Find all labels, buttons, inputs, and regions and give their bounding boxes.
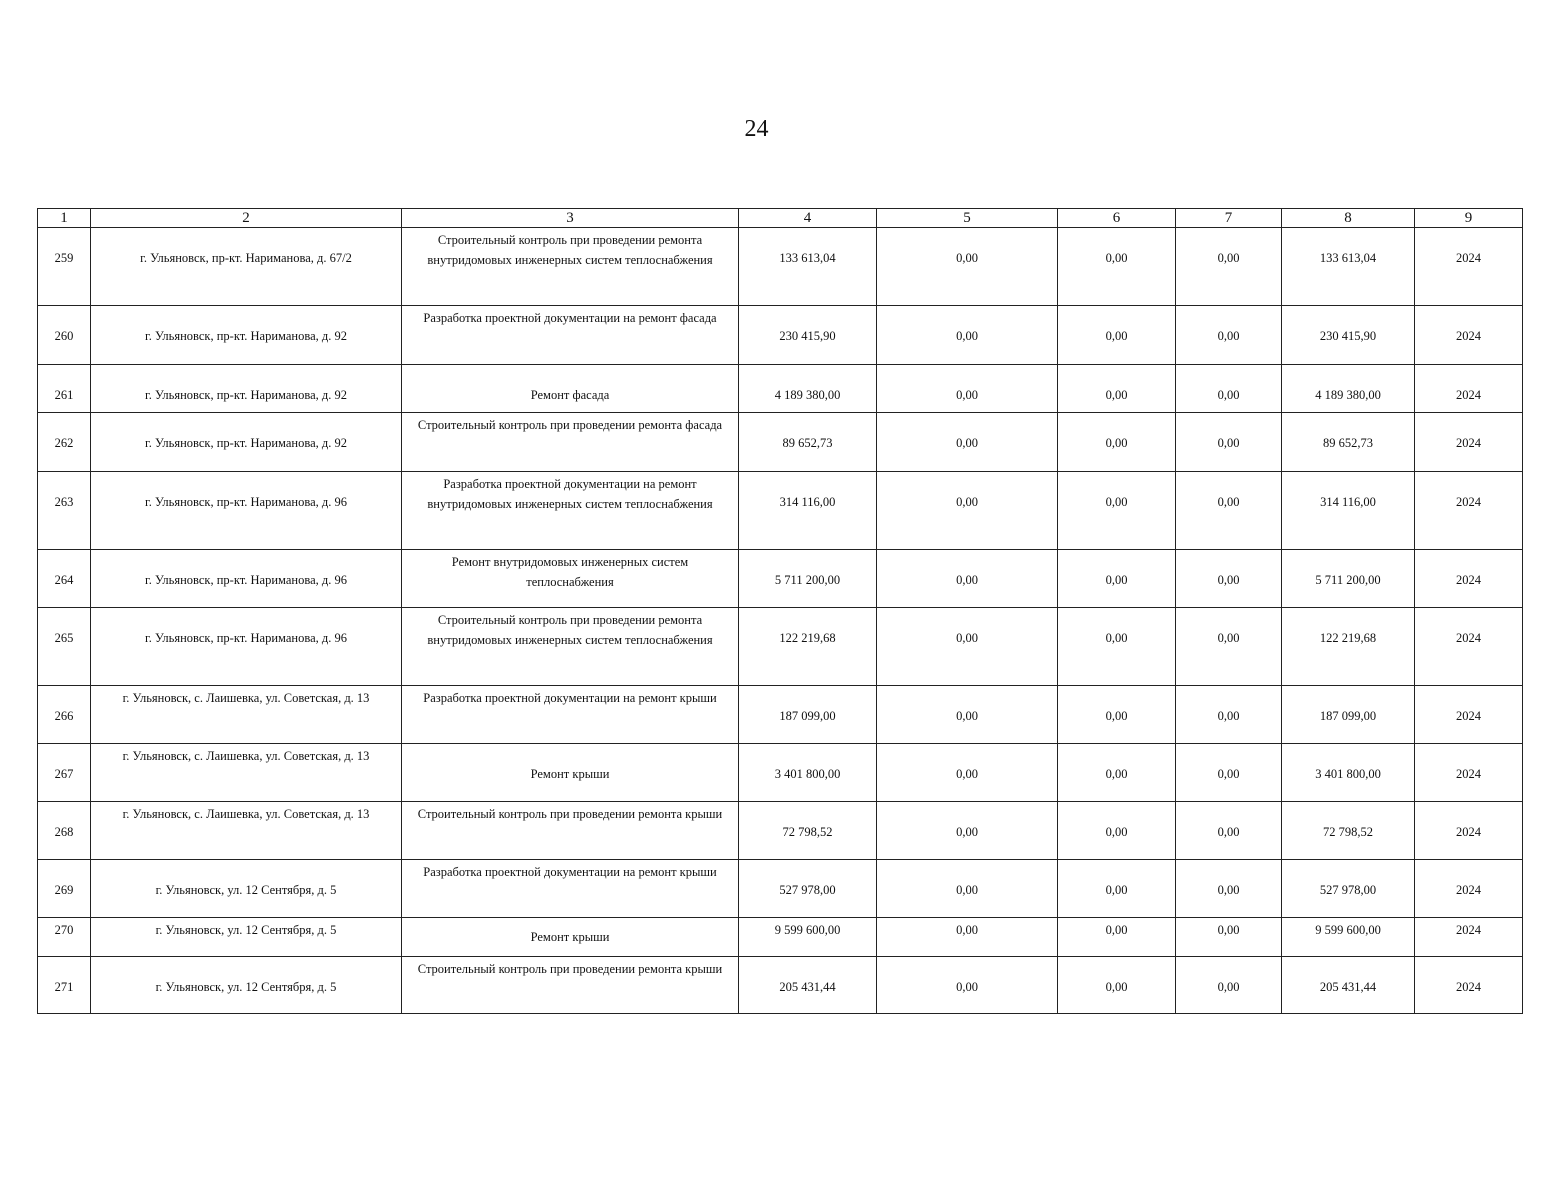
total-cost-cell: 5 711 200,00 — [739, 550, 877, 608]
value-col5-cell: 0,00 — [877, 472, 1058, 550]
value-col8-cell: 527 978,00 — [1282, 860, 1415, 918]
value-col7-cell: 0,00 — [1176, 957, 1282, 1014]
row-number: 269 — [38, 860, 91, 918]
value-col6-cell: 0,00 — [1058, 918, 1176, 957]
table-row — [38, 365, 1523, 413]
row-number: 261 — [38, 365, 91, 413]
table-row — [38, 550, 1523, 608]
year-cell: 2024 — [1415, 744, 1523, 802]
row-number: 263 — [38, 472, 91, 550]
header-row — [38, 209, 1523, 228]
value-col7-cell: 0,00 — [1176, 802, 1282, 860]
value-col6-cell: 0,00 — [1058, 860, 1176, 918]
year-cell: 2024 — [1415, 860, 1523, 918]
work-type-cell: Разработка проектной документации на ремонт крыши — [402, 686, 739, 744]
work-type-cell: Ремонт крыши — [402, 918, 739, 957]
work-type-cell: Разработка проектной документации на ремонт крыши — [402, 860, 739, 918]
total-cost-cell: 205 431,44 — [739, 957, 877, 1014]
year-cell: 2024 — [1415, 413, 1523, 472]
value-col8-cell: 89 652,73 — [1282, 413, 1415, 472]
value-col6-cell: 0,00 — [1058, 472, 1176, 550]
value-col7-cell: 0,00 — [1176, 608, 1282, 686]
value-col7-cell: 0,00 — [1176, 686, 1282, 744]
work-type-cell: Разработка проектной документации на ремонт фасада — [402, 306, 739, 365]
value-col6-cell: 0,00 — [1058, 686, 1176, 744]
page-number: 24 — [744, 116, 769, 142]
value-col8-cell: 72 798,52 — [1282, 802, 1415, 860]
year-cell: 2024 — [1415, 802, 1523, 860]
work-type-cell: Строительный контроль при проведении ремонта внутридомовых инженерных систем теплоснабжения — [402, 608, 739, 686]
value-col6-cell: 0,00 — [1058, 608, 1176, 686]
works-table — [37, 208, 1523, 1014]
value-col5-cell: 0,00 — [877, 306, 1058, 365]
work-type-cell: Ремонт крыши — [402, 744, 739, 802]
year-cell: 2024 — [1415, 365, 1523, 413]
row-number: 264 — [38, 550, 91, 608]
col-header-4: 4 — [739, 209, 877, 228]
col-header-9: 9 — [1415, 209, 1523, 228]
total-cost-cell: 527 978,00 — [739, 860, 877, 918]
col-header-2: 2 — [91, 209, 402, 228]
address-cell: г. Ульяновск, с. Лаишевка, ул. Советская, д. 13 — [91, 686, 402, 744]
row-number: 270 — [38, 918, 91, 957]
value-col6-cell: 0,00 — [1058, 365, 1176, 413]
address-cell: г. Ульяновск, ул. 12 Сентября, д. 5 — [91, 957, 402, 1014]
row-number: 260 — [38, 306, 91, 365]
value-col7-cell: 0,00 — [1176, 744, 1282, 802]
table-row — [38, 306, 1523, 365]
value-col8-cell: 3 401 800,00 — [1282, 744, 1415, 802]
year-cell: 2024 — [1415, 918, 1523, 957]
address-cell: г. Ульяновск, пр-кт. Нариманова, д. 96 — [91, 472, 402, 550]
row-number: 265 — [38, 608, 91, 686]
table-row — [38, 472, 1523, 550]
value-col5-cell: 0,00 — [877, 918, 1058, 957]
work-type-cell: Строительный контроль при проведении ремонта фасада — [402, 413, 739, 472]
value-col7-cell: 0,00 — [1176, 306, 1282, 365]
row-number: 267 — [38, 744, 91, 802]
row-number: 271 — [38, 957, 91, 1014]
total-cost-cell: 230 415,90 — [739, 306, 877, 365]
total-cost-cell: 314 116,00 — [739, 472, 877, 550]
value-col6-cell: 0,00 — [1058, 228, 1176, 306]
total-cost-cell: 122 219,68 — [739, 608, 877, 686]
total-cost-cell: 133 613,04 — [739, 228, 877, 306]
address-cell: г. Ульяновск, с. Лаишевка, ул. Советская, д. 13 — [91, 744, 402, 802]
value-col6-cell: 0,00 — [1058, 957, 1176, 1014]
year-cell: 2024 — [1415, 228, 1523, 306]
value-col8-cell: 5 711 200,00 — [1282, 550, 1415, 608]
table-row — [38, 608, 1523, 686]
address-cell: г. Ульяновск, пр-кт. Нариманова, д. 96 — [91, 608, 402, 686]
work-type-cell: Ремонт внутридомовых инженерных систем теплоснабжения — [402, 550, 739, 608]
address-cell: г. Ульяновск, пр-кт. Нариманова, д. 96 — [91, 550, 402, 608]
table-row — [38, 918, 1523, 957]
row-number: 268 — [38, 802, 91, 860]
value-col7-cell: 0,00 — [1176, 472, 1282, 550]
value-col7-cell: 0,00 — [1176, 413, 1282, 472]
col-header-6: 6 — [1058, 209, 1176, 228]
col-header-1: 1 — [38, 209, 91, 228]
value-col7-cell: 0,00 — [1176, 365, 1282, 413]
work-type-cell: Строительный контроль при проведении ремонта внутридомовых инженерных систем теплоснабжения — [402, 228, 739, 306]
total-cost-cell: 72 798,52 — [739, 802, 877, 860]
value-col8-cell: 122 219,68 — [1282, 608, 1415, 686]
total-cost-cell: 187 099,00 — [739, 686, 877, 744]
total-cost-cell: 9 599 600,00 — [739, 918, 877, 957]
value-col7-cell: 0,00 — [1176, 550, 1282, 608]
value-col5-cell: 0,00 — [877, 957, 1058, 1014]
year-cell: 2024 — [1415, 472, 1523, 550]
table-row — [38, 744, 1523, 802]
value-col6-cell: 0,00 — [1058, 306, 1176, 365]
value-col5-cell: 0,00 — [877, 608, 1058, 686]
table-row — [38, 860, 1523, 918]
table-row — [38, 228, 1523, 306]
table-row — [38, 413, 1523, 472]
total-cost-cell: 3 401 800,00 — [739, 744, 877, 802]
value-col7-cell: 0,00 — [1176, 228, 1282, 306]
col-header-7: 7 — [1176, 209, 1282, 228]
col-header-5: 5 — [877, 209, 1058, 228]
value-col6-cell: 0,00 — [1058, 802, 1176, 860]
value-col5-cell: 0,00 — [877, 413, 1058, 472]
year-cell: 2024 — [1415, 608, 1523, 686]
value-col7-cell: 0,00 — [1176, 918, 1282, 957]
row-number: 266 — [38, 686, 91, 744]
value-col5-cell: 0,00 — [877, 365, 1058, 413]
year-cell: 2024 — [1415, 686, 1523, 744]
year-cell: 2024 — [1415, 306, 1523, 365]
col-header-3: 3 — [402, 209, 739, 228]
works-table-container — [37, 208, 1522, 1014]
total-cost-cell: 89 652,73 — [739, 413, 877, 472]
value-col6-cell: 0,00 — [1058, 744, 1176, 802]
address-cell: г. Ульяновск, ул. 12 Сентября, д. 5 — [91, 860, 402, 918]
value-col5-cell: 0,00 — [877, 228, 1058, 306]
value-col8-cell: 9 599 600,00 — [1282, 918, 1415, 957]
work-type-cell: Разработка проектной документации на ремонт внутридомовых инженерных систем теплоснабжения — [402, 472, 739, 550]
value-col5-cell: 0,00 — [877, 744, 1058, 802]
address-cell: г. Ульяновск, пр-кт. Нариманова, д. 67/2 — [91, 228, 402, 306]
value-col5-cell: 0,00 — [877, 802, 1058, 860]
address-cell: г. Ульяновск, ул. 12 Сентября, д. 5 — [91, 918, 402, 957]
table-row — [38, 686, 1523, 744]
value-col8-cell: 187 099,00 — [1282, 686, 1415, 744]
value-col7-cell: 0,00 — [1176, 860, 1282, 918]
value-col8-cell: 133 613,04 — [1282, 228, 1415, 306]
address-cell: г. Ульяновск, пр-кт. Нариманова, д. 92 — [91, 413, 402, 472]
address-cell: г. Ульяновск, пр-кт. Нариманова, д. 92 — [91, 365, 402, 413]
value-col5-cell: 0,00 — [877, 550, 1058, 608]
value-col5-cell: 0,00 — [877, 686, 1058, 744]
work-type-cell: Строительный контроль при проведении ремонта крыши — [402, 957, 739, 1014]
value-col6-cell: 0,00 — [1058, 413, 1176, 472]
value-col8-cell: 314 116,00 — [1282, 472, 1415, 550]
table-row — [38, 802, 1523, 860]
total-cost-cell: 4 189 380,00 — [739, 365, 877, 413]
year-cell: 2024 — [1415, 957, 1523, 1014]
row-number: 259 — [38, 228, 91, 306]
value-col6-cell: 0,00 — [1058, 550, 1176, 608]
table-row — [38, 957, 1523, 1014]
row-number: 262 — [38, 413, 91, 472]
value-col8-cell: 230 415,90 — [1282, 306, 1415, 365]
year-cell: 2024 — [1415, 550, 1523, 608]
col-header-8: 8 — [1282, 209, 1415, 228]
work-type-cell: Ремонт фасада — [402, 365, 739, 413]
address-cell: г. Ульяновск, с. Лаишевка, ул. Советская, д. 13 — [91, 802, 402, 860]
value-col8-cell: 205 431,44 — [1282, 957, 1415, 1014]
address-cell: г. Ульяновск, пр-кт. Нариманова, д. 92 — [91, 306, 402, 365]
value-col8-cell: 4 189 380,00 — [1282, 365, 1415, 413]
work-type-cell: Строительный контроль при проведении ремонта крыши — [402, 802, 739, 860]
value-col5-cell: 0,00 — [877, 860, 1058, 918]
